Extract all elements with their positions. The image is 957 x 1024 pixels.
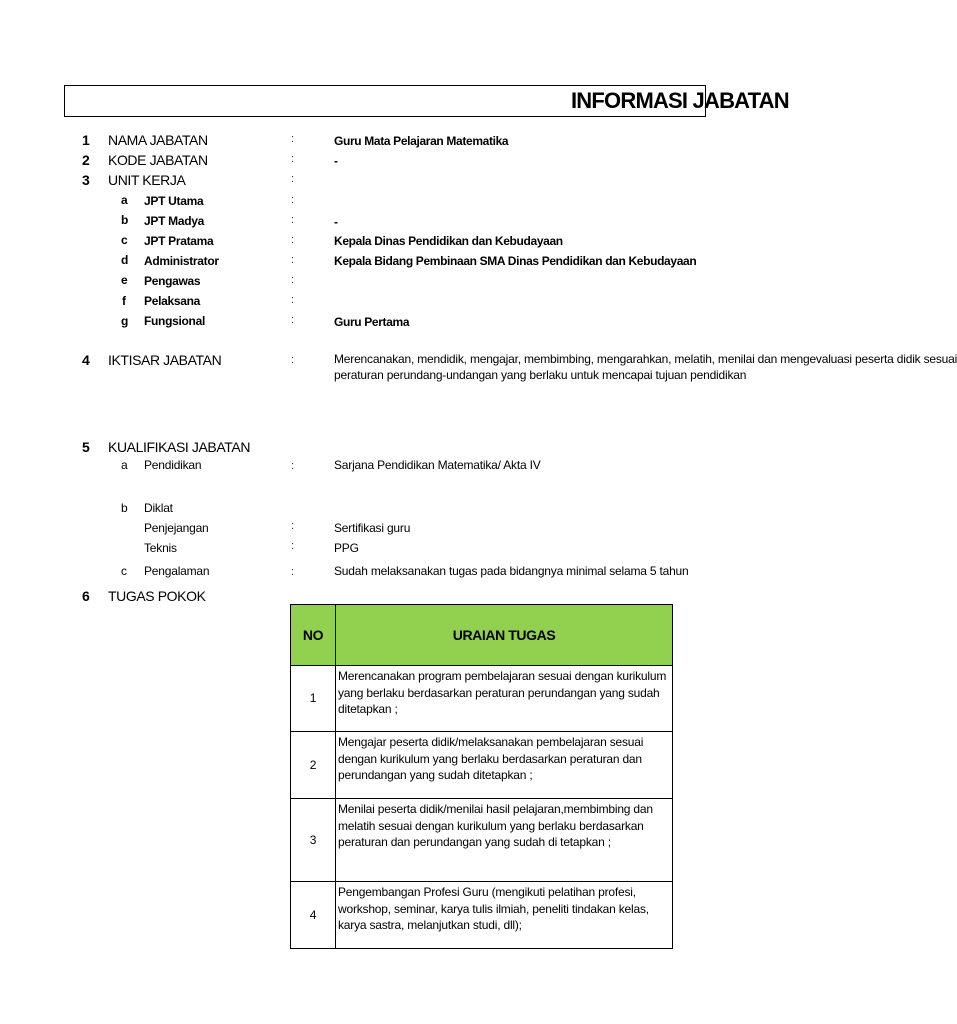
colon: : (291, 540, 295, 552)
label-pengalaman: Pengalaman (144, 564, 210, 578)
sub-letter: a (121, 193, 128, 207)
header-uraian-tugas: URAIAN TUGAS (336, 605, 673, 666)
label-tugas-pokok: TUGAS POKOK (108, 588, 206, 604)
colon: : (291, 214, 295, 226)
label-unit-kerja: UNIT KERJA (108, 172, 186, 188)
row-number: 1 (291, 666, 336, 732)
sub-letter: a (121, 458, 128, 472)
value-pengalaman: Sudah melaksanakan tugas pada bidangnya minimal selama 5 tahun (334, 564, 689, 578)
label-teknis: Teknis (144, 541, 177, 555)
colon: : (291, 173, 295, 185)
label-penjejangan: Penjejangan (144, 521, 209, 535)
label-pendidikan: Pendidikan (144, 458, 202, 472)
value-teknis: PPG (334, 541, 359, 555)
row-number: 3 (291, 799, 336, 882)
sub-letter: g (121, 314, 129, 328)
item-number: 4 (82, 352, 90, 368)
table-row (291, 882, 673, 949)
label-kode-jabatan: KODE JABATAN (108, 152, 208, 168)
table-row (291, 666, 673, 732)
label-pengawas: Pengawas (144, 274, 201, 288)
item-number: 3 (82, 172, 90, 188)
value-administrator: Kepala Bidang Pembinaan SMA Dinas Pendidikan dan Kebudayaan (334, 254, 697, 268)
tugas-pokok-table (290, 604, 673, 949)
label-diklat: Diklat (144, 501, 173, 515)
value-iktisar-line-1: Merencanakan, mendidik, mengajar, membimbing, mengarahkan, melatih, menilai dan mengevaluasi peserta didik sesuai (334, 352, 957, 366)
colon: : (291, 133, 295, 145)
row-number: 2 (291, 732, 336, 799)
colon: : (291, 566, 295, 578)
sub-letter: f (122, 294, 126, 308)
title-box (64, 85, 789, 117)
row-number: 4 (291, 882, 336, 949)
label-kualifikasi-jabatan: KUALIFIKASI JABATAN (108, 439, 251, 455)
value-penjejangan: Sertifikasi guru (334, 521, 411, 535)
value-pendidikan: Sarjana Pendidikan Matematika/ Akta IV (334, 458, 541, 472)
row-text: Mengajar peserta didik/melaksanakan pembelajaran sesuai dengan kurikulum yang berlaku berdasarkan peraturan dan perundangan yang sudah ditetapkan ; (336, 732, 673, 799)
value-kode-jabatan: - (334, 154, 338, 168)
sub-letter: b (121, 213, 129, 227)
value-nama-jabatan: Guru Mata Pelajaran Matematika (334, 134, 509, 148)
table-header-row (291, 605, 673, 666)
sub-letter: c (121, 233, 128, 247)
colon: : (291, 194, 295, 206)
item-number: 2 (82, 152, 90, 168)
colon: : (291, 294, 295, 306)
colon: : (291, 314, 295, 326)
row-text: Merencanakan program pembelajaran sesuai dengan kurikulum yang berlaku berdasarkan peraturan perundangan yang sudah ditetapkan ; (336, 666, 673, 732)
item-number: 5 (82, 439, 90, 455)
label-administrator: Administrator (144, 254, 219, 268)
label-iktisar-jabatan: IKTISAR JABATAN (108, 352, 222, 368)
label-pelaksana: Pelaksana (144, 294, 201, 308)
label-jpt-madya: JPT Madya (144, 214, 204, 228)
label-fungsional: Fungsional (144, 314, 205, 328)
sub-letter: c (121, 564, 127, 578)
colon: : (291, 520, 295, 532)
table-row (291, 732, 673, 799)
value-jpt-pratama: Kepala Dinas Pendidikan dan Kebudayaan (334, 234, 563, 248)
value-iktisar-line-2: peraturan perundang-undangan yang berlaku untuk mencapai tujuan pendidikan (334, 368, 747, 382)
sub-letter: e (121, 273, 128, 287)
colon: : (291, 460, 295, 472)
row-text: Menilai peserta didik/menilai hasil pelajaran,membimbing dan melatih sesuai dengan kurikulum yang berlaku berdasarkan peraturan dan perundangan yang sudah di tetapkan ; (336, 799, 673, 882)
row-text: Pengembangan Profesi Guru (mengikuti pelatihan profesi, workshop, seminar, karya tulis ilmiah, peneliti tindakan kelas, karya sastra, melanjutkan studi, dll); (336, 882, 673, 949)
value-jpt-madya: - (334, 215, 338, 229)
label-jpt-pratama: JPT Pratama (144, 234, 214, 248)
label-nama-jabatan: NAMA JABATAN (108, 132, 208, 148)
sub-letter: b (121, 501, 128, 515)
item-number: 1 (82, 132, 90, 148)
sub-letter: d (121, 253, 129, 267)
header-no: NO (291, 605, 336, 666)
table-row (291, 799, 673, 882)
item-number: 6 (82, 588, 90, 604)
colon: : (291, 274, 295, 286)
label-jpt-utama: JPT Utama (144, 194, 204, 208)
colon: : (291, 354, 295, 366)
value-fungsional: Guru Pertama (334, 315, 410, 329)
colon: : (291, 234, 295, 246)
colon: : (291, 153, 295, 165)
page-title: INFORMASI JABATAN (571, 88, 789, 113)
colon: : (291, 254, 295, 266)
